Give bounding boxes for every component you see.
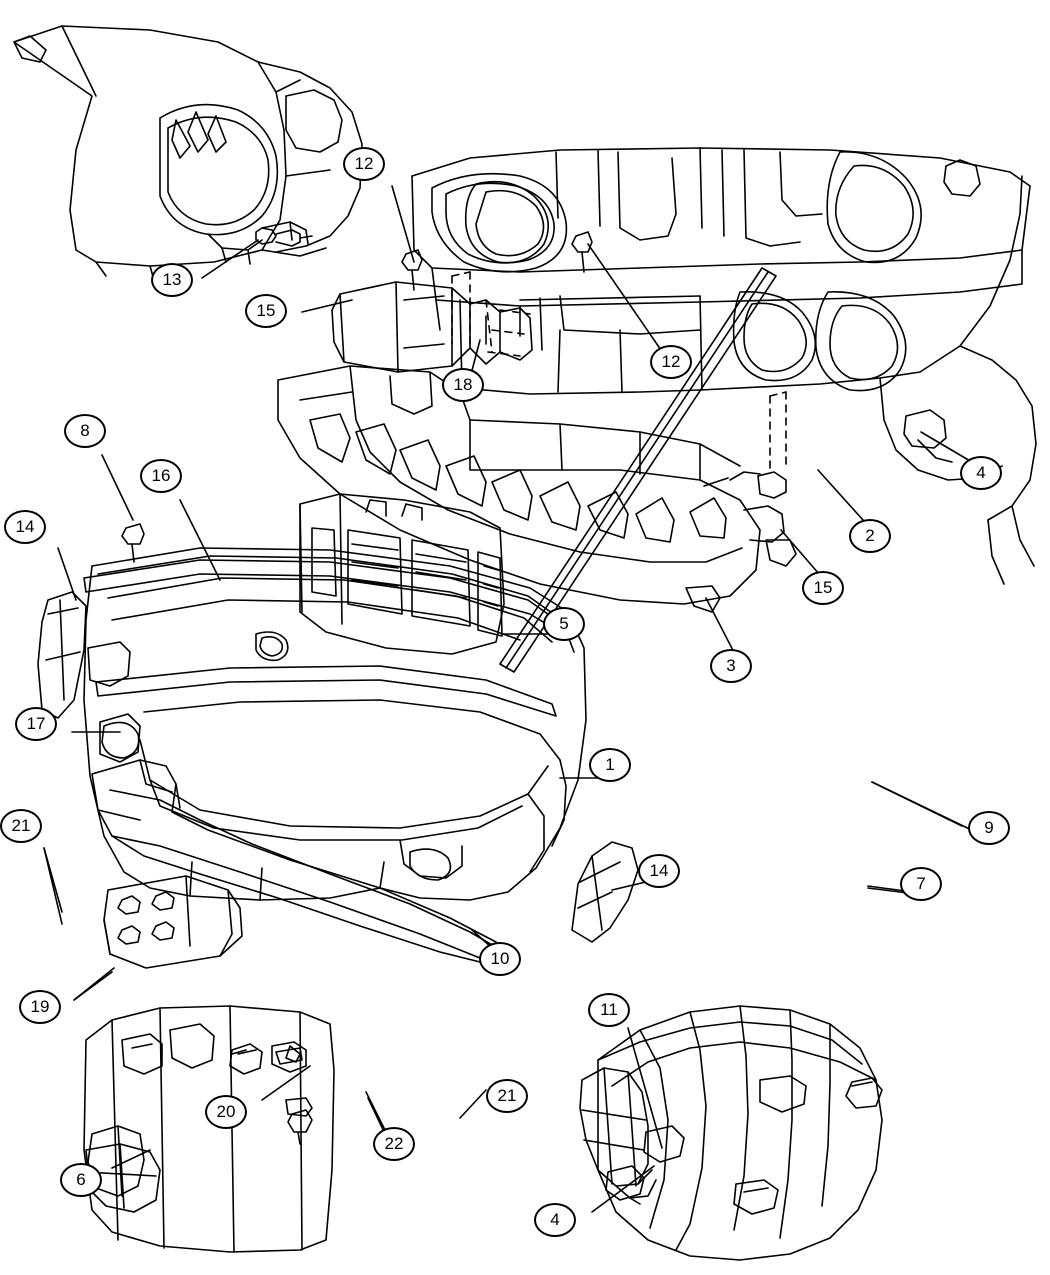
callout-4-lower[interactable]: 4 — [534, 1203, 576, 1237]
part-front-fascia — [84, 548, 586, 900]
callout-21-left[interactable]: 21 — [0, 809, 42, 843]
callout-11[interactable]: 11 — [588, 993, 630, 1027]
callout-2[interactable]: 2 — [849, 519, 891, 553]
callout-19[interactable]: 19 — [19, 990, 61, 1024]
callout-8[interactable]: 8 — [64, 414, 106, 448]
part-lower-body-sill-left — [84, 1006, 334, 1252]
callout-18[interactable]: 18 — [442, 368, 484, 402]
callout-leader-lines — [44, 186, 984, 1212]
callout-20[interactable]: 20 — [205, 1095, 247, 1129]
callout-13[interactable]: 13 — [151, 263, 193, 297]
part-lower-body-sill-right — [598, 1006, 882, 1260]
part-radiator-support-upper — [412, 148, 1036, 584]
part-upper-fascia-molding — [84, 560, 566, 636]
callout-9[interactable]: 9 — [968, 811, 1010, 845]
callout-17[interactable]: 17 — [15, 707, 57, 741]
callout-10[interactable]: 10 — [479, 942, 521, 976]
part-upper-grille-support-bracket — [332, 282, 532, 372]
callout-12-lower[interactable]: 12 — [650, 345, 692, 379]
callout-3[interactable]: 3 — [710, 649, 752, 683]
part-right-side-retainer-bracket — [572, 842, 638, 942]
part-lower-air-deflector — [278, 366, 796, 612]
callout-22[interactable]: 22 — [373, 1127, 415, 1161]
callout-4[interactable]: 4 — [960, 456, 1002, 490]
callout-21-right[interactable]: 21 — [486, 1079, 528, 1113]
callout-14-left[interactable]: 14 — [4, 510, 46, 544]
part-lower-fascia-molding — [96, 666, 556, 716]
callout-14-right[interactable]: 14 — [638, 854, 680, 888]
callout-15-left[interactable]: 15 — [245, 294, 287, 328]
callout-16[interactable]: 16 — [140, 459, 182, 493]
callout-1[interactable]: 1 — [589, 748, 631, 782]
part-left-fender-assembly — [14, 26, 362, 280]
part-left-side-retainer-bracket — [38, 592, 86, 718]
callout-5[interactable]: 5 — [543, 607, 585, 641]
callout-7[interactable]: 7 — [900, 867, 942, 901]
callout-6[interactable]: 6 — [60, 1163, 102, 1197]
callout-15-right[interactable]: 15 — [802, 571, 844, 605]
part-grille-insert — [300, 494, 504, 654]
part-license-plate-bracket — [104, 876, 242, 968]
callout-12-upper[interactable]: 12 — [343, 147, 385, 181]
